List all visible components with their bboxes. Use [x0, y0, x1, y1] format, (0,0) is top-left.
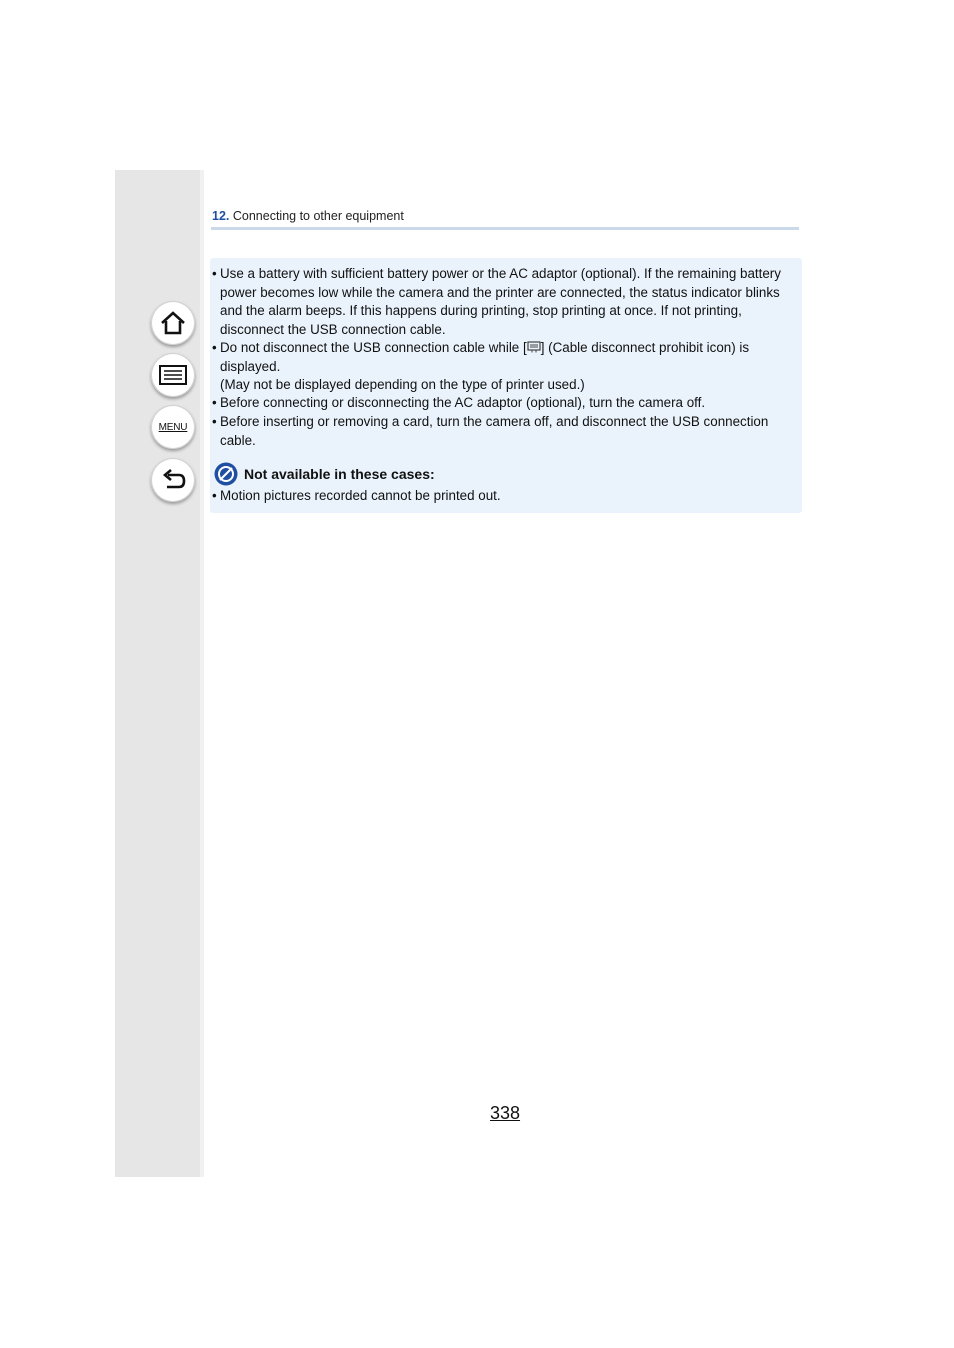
menu-icon: MENU — [158, 421, 188, 433]
back-button[interactable] — [151, 458, 195, 502]
note-text: Motion pictures recorded cannot be printed out. — [220, 488, 501, 503]
contents-button[interactable] — [151, 353, 195, 397]
home-icon — [159, 309, 187, 337]
sidebar-divider — [200, 170, 204, 1177]
chapter-title: Connecting to other equipment — [232, 209, 404, 223]
cable-disconnect-prohibit-icon — [527, 340, 541, 353]
note-text: Before inserting or removing a card, turn the camera off, and disconnect the USB connection cable. — [220, 414, 769, 448]
header-rule — [211, 227, 799, 230]
note-text: Do not disconnect the USB connection cable while [ ] (Cable disconnect prohibit icon) is displayed. — [220, 340, 750, 374]
page-number: 338 — [490, 1103, 521, 1123]
not-available-icon — [214, 462, 238, 486]
chapter-header — [212, 209, 404, 223]
chapter-number: 12. — [212, 209, 230, 223]
menu-button[interactable] — [151, 405, 195, 449]
home-button[interactable] — [151, 301, 195, 345]
back-icon — [159, 466, 187, 494]
not-available-heading: Not available in these cases: — [214, 461, 435, 487]
contents-icon — [158, 363, 188, 387]
note-text: (May not be displayed depending on the type of printer used.) — [220, 377, 585, 392]
note-text: Before connecting or disconnecting the AC adaptor (optional), turn the camera off. — [220, 395, 706, 410]
note-text: Use a battery with sufficient battery power or the AC adaptor (optional). If the remaining battery power becomes low while the camera and the printer are connected, the status indicator blinks and the alarm beeps. If this happens during printing, stop printing at once. If not printing, disconnect the USB connection cable. — [220, 266, 781, 337]
